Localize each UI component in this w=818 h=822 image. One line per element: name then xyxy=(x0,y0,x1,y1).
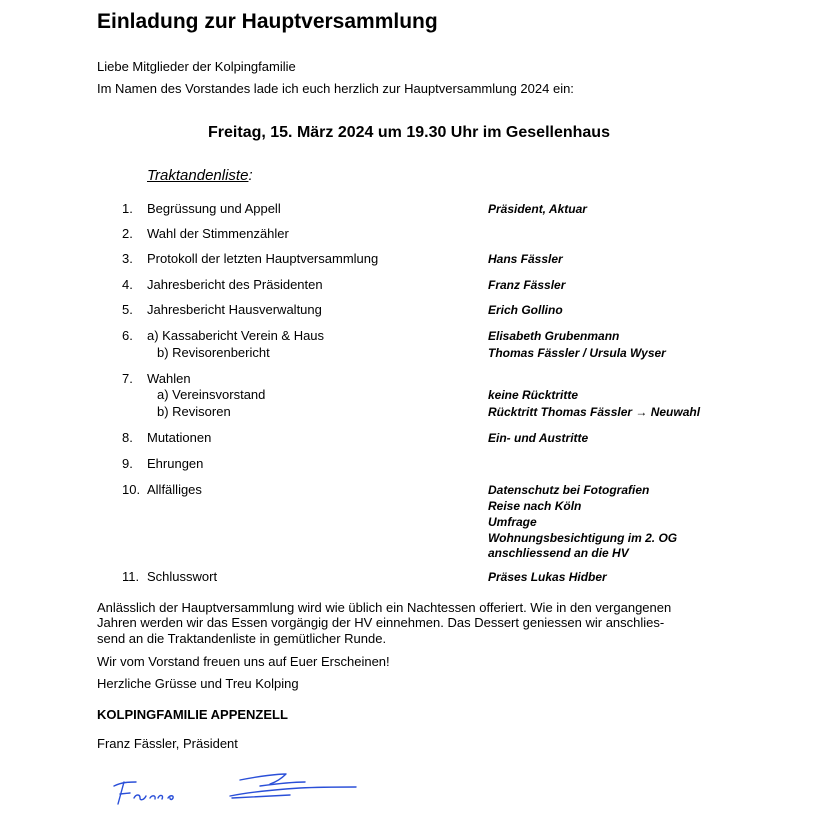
agenda-number: 5. xyxy=(122,302,133,317)
agenda-item-responsible: Thomas Fässler / Ursula Wyser xyxy=(488,346,666,360)
agenda-item-responsible: anschliessend an die HV xyxy=(488,546,629,560)
closing-line: Wir vom Vorstand freuen uns auf Euer Erscheinen! xyxy=(97,654,390,669)
document-title: Einladung zur Hauptversammlung xyxy=(97,10,438,33)
agenda-item-label: Ehrungen xyxy=(147,456,204,471)
agenda-number: 3. xyxy=(122,251,133,266)
agenda-item-label: Allfälliges xyxy=(147,482,202,497)
agenda-item-responsible: keine Rücktritte xyxy=(488,388,579,402)
agenda-sub-item: b) Revisoren xyxy=(157,404,231,419)
agenda-item-responsible: Reise nach Köln xyxy=(488,499,582,513)
agenda-item-label: Mutationen xyxy=(147,430,212,445)
regards: Herzliche Grüsse und Treu Kolping xyxy=(97,676,299,691)
agenda-item-label: Protokoll der letzten Hauptversammlung xyxy=(147,251,379,266)
agenda-item-label: Jahresbericht des Präsidenten xyxy=(147,277,323,292)
agenda-item-responsible: Elisabeth Grubenmann xyxy=(488,329,620,343)
agenda-item-label: Jahresbericht Hausverwaltung xyxy=(147,302,322,317)
agenda-heading-text: Traktandenliste xyxy=(147,167,249,184)
agenda-item-responsible: Erich Gollino xyxy=(488,303,563,317)
organization-name: KOLPINGFAMILIE APPENZELL xyxy=(97,707,288,722)
signatory: Franz Fässler, Präsident xyxy=(97,736,238,751)
agenda-sub-item: a) Vereinsvorstand xyxy=(157,387,266,402)
agenda-item-responsible: Wohnungsbesichtigung im 2. OG xyxy=(488,531,678,545)
agenda-number: 2. xyxy=(122,226,133,241)
agenda-number: 8. xyxy=(122,430,133,445)
closing-paragraph-line: send an die Traktandenliste in gemütlicher Runde. xyxy=(97,631,387,646)
agenda-number: 1. xyxy=(122,201,133,216)
handwritten-signature xyxy=(100,760,370,810)
agenda-item-responsible: Franz Fässler xyxy=(488,278,566,292)
agenda-item-responsible: Ein- und Austritte xyxy=(488,431,589,445)
agenda-heading-colon: : xyxy=(248,167,253,184)
agenda-item-label: Wahl der Stimmenzähler xyxy=(147,226,289,241)
meeting-info: Freitag, 15. März 2024 um 19.30 Uhr im Gesellenhaus xyxy=(208,124,610,141)
agenda-item-responsible: Präses Lukas Hidber xyxy=(488,570,607,584)
agenda-item-label: Schlusswort xyxy=(147,569,218,584)
agenda-item-responsible: Hans Fässler xyxy=(488,252,563,266)
agenda-item-responsible: Umfrage xyxy=(488,515,537,529)
agenda-heading xyxy=(147,167,253,184)
agenda-item-responsible: Präsident, Aktuar xyxy=(488,202,587,216)
closing-paragraph-line: Jahren werden wir das Essen vorgängig der HV einnehmen. Das Dessert geniessen wir anschlies- xyxy=(97,615,665,630)
agenda-item-label: Begrüssung und Appell xyxy=(147,201,281,216)
agenda-sub-item: b) Revisorenbericht xyxy=(157,345,270,360)
agenda-item-responsible: Rücktritt Thomas Fässler → Neuwahl xyxy=(488,405,701,419)
agenda-number: 10. xyxy=(122,482,141,497)
intro-text: Im Namen des Vorstandes lade ich euch herzlich zur Hauptversammlung 2024 ein: xyxy=(97,81,574,96)
agenda-item-label: a) Kassabericht Verein & Haus xyxy=(147,328,325,343)
agenda-number: 11. xyxy=(122,569,140,584)
agenda-number: 9. xyxy=(122,456,133,471)
closing-paragraph-line: Anlässlich der Hauptversammlung wird wie üblich ein Nachtessen offeriert. Wie in den vergangenen xyxy=(97,600,672,615)
agenda-item-label: Wahlen xyxy=(147,371,191,386)
agenda-number: 6. xyxy=(122,328,133,343)
agenda-item-responsible: Datenschutz bei Fotografien xyxy=(488,483,650,497)
greeting: Liebe Mitglieder der Kolpingfamilie xyxy=(97,59,296,74)
agenda-number: 7. xyxy=(122,371,133,386)
agenda-number: 4. xyxy=(122,277,133,292)
